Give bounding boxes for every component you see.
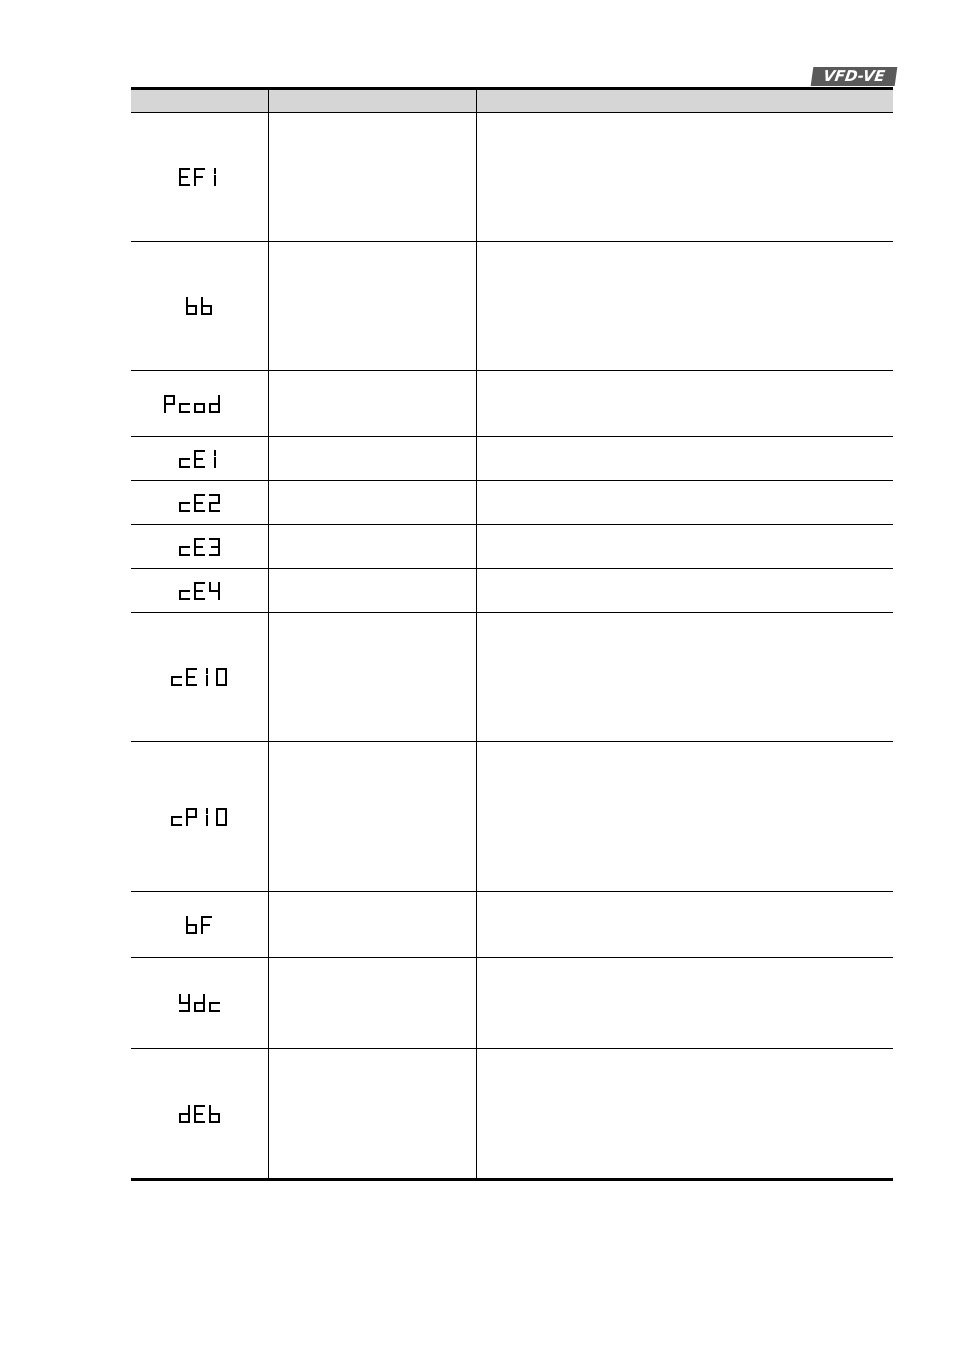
header-description	[476, 90, 893, 112]
table-row	[131, 1049, 893, 1181]
table-row	[131, 569, 893, 613]
fault-description-cell	[476, 113, 893, 241]
fault-code-display	[131, 892, 268, 957]
fault-name-cell	[268, 242, 476, 370]
table-row	[131, 371, 893, 437]
fault-name-cell	[268, 113, 476, 241]
fault-code-display	[131, 1049, 268, 1178]
fault-description-cell	[476, 242, 893, 370]
fault-code-display	[131, 437, 268, 480]
fault-name-cell	[268, 742, 476, 891]
table-row	[131, 958, 893, 1049]
fault-description-cell	[476, 525, 893, 568]
fault-description-cell	[476, 613, 893, 741]
fault-name-cell	[268, 371, 476, 436]
table-row	[131, 613, 893, 742]
table-header-row	[131, 87, 893, 113]
table-row	[131, 242, 893, 371]
fault-name-cell	[268, 958, 476, 1048]
table-row	[131, 481, 893, 525]
table-row	[131, 113, 893, 242]
fault-code-display	[131, 525, 268, 568]
fault-description-cell	[476, 958, 893, 1048]
fault-name-cell	[268, 1049, 476, 1178]
fault-code-display	[131, 569, 268, 612]
fault-code-display	[131, 613, 268, 741]
header-code	[131, 90, 268, 112]
fault-name-cell	[268, 481, 476, 524]
table-row	[131, 525, 893, 569]
fault-code-display	[131, 371, 268, 436]
fault-code-display	[131, 113, 268, 241]
fault-description-cell	[476, 481, 893, 524]
fault-description-cell	[476, 437, 893, 480]
fault-name-cell	[268, 892, 476, 957]
fault-description-cell	[476, 742, 893, 891]
table-row	[131, 892, 893, 958]
fault-name-cell	[268, 437, 476, 480]
fault-code-display	[131, 242, 268, 370]
table-row	[131, 437, 893, 481]
header-name	[268, 90, 476, 112]
fault-code-display	[131, 958, 268, 1048]
vfd-ve-logo: VFD-VE	[811, 67, 898, 86]
fault-name-cell	[268, 525, 476, 568]
fault-description-cell	[476, 1049, 893, 1178]
fault-name-cell	[268, 569, 476, 612]
fault-description-cell	[476, 892, 893, 957]
fault-description-cell	[476, 569, 893, 612]
fault-code-display	[131, 742, 268, 891]
fault-description-cell	[476, 371, 893, 436]
fault-name-cell	[268, 613, 476, 741]
fault-code-display	[131, 481, 268, 524]
table-row	[131, 742, 893, 892]
